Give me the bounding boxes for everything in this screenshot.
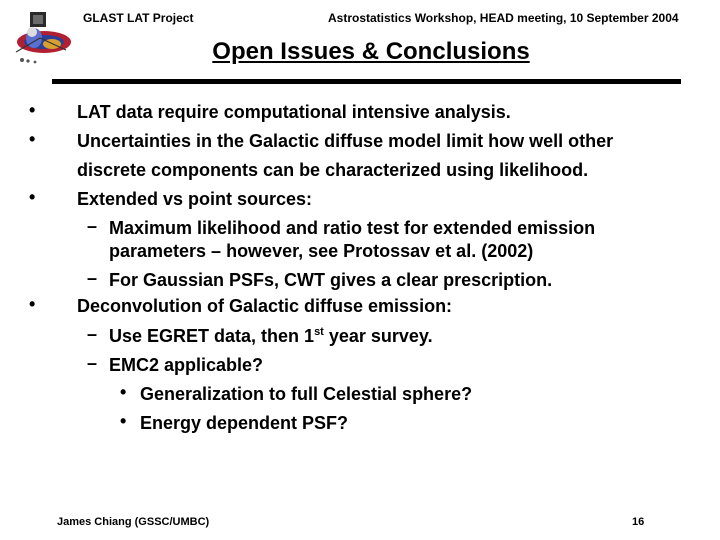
sub-bullet-text: For Gaussian PSFs, CWT gives a clear prescription. xyxy=(109,270,553,290)
sub-bullet-text: Maximum likelihood and ratio test for extended emission xyxy=(109,218,596,238)
bullet-text: Extended vs point sources: xyxy=(77,189,313,209)
page-number: 16 xyxy=(632,516,645,528)
sub-bullet-text-end: year survey. xyxy=(323,326,433,346)
meeting-info: Astrostatistics Workshop, HEAD meeting, 10 September 2004 xyxy=(328,11,679,25)
slide-title: Open Issues & Conclusions xyxy=(212,38,530,65)
bullet-marker: • xyxy=(29,129,36,149)
sub-sub-bullet-marker: • xyxy=(120,411,127,431)
bullet-marker: • xyxy=(29,294,36,314)
sub-sub-bullet-marker: • xyxy=(120,382,127,402)
sub-bullet-text-start: Use EGRET data, then 1 xyxy=(109,326,315,346)
footer-author: James Chiang (GSSC/UMBC) xyxy=(57,516,210,528)
bullet-marker: • xyxy=(29,187,36,207)
sub-sub-bullet-text: Energy dependent PSF? xyxy=(140,413,349,433)
sub-bullet-text xyxy=(109,324,433,348)
bullet-text: Deconvolution of Galactic diffuse emission: xyxy=(77,296,453,316)
sub-sub-bullet-text: Generalization to full Celestial sphere? xyxy=(140,384,473,404)
sub-bullet-marker: – xyxy=(87,324,98,344)
sub-bullet-text: EMC2 applicable? xyxy=(109,355,264,375)
sub-bullet-text: parameters – however, see Protossav et al. (2002) xyxy=(109,241,534,261)
title-divider xyxy=(52,79,681,84)
bullet-text: discrete components can be characterized using likelihood. xyxy=(77,160,589,180)
bullet-text: LAT data require computational intensive analysis. xyxy=(77,102,511,122)
project-name: GLAST LAT Project xyxy=(83,11,194,25)
sub-bullet-marker: – xyxy=(87,268,98,288)
sub-bullet-marker: – xyxy=(87,216,98,236)
sub-bullet-marker: – xyxy=(87,353,98,373)
bullet-text: Uncertainties in the Galactic diffuse model limit how well other xyxy=(77,131,614,151)
bullet-marker: • xyxy=(29,100,36,120)
ordinal-superscript: st xyxy=(314,326,324,338)
